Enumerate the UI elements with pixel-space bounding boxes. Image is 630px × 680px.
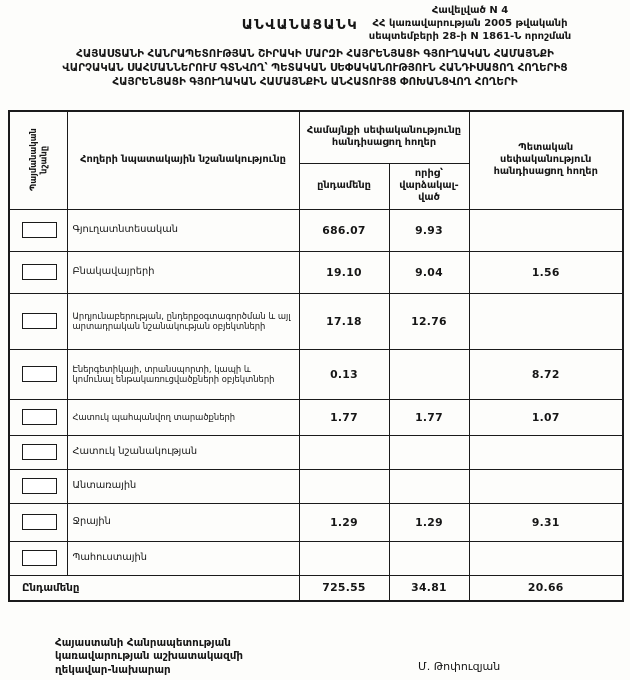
legend-swatch — [22, 409, 57, 425]
decree-line-2: սեպտեմբերի 28-ի N 1861-Ն որոշման — [368, 31, 572, 42]
community-leased-value — [389, 469, 469, 503]
community-total-value: 1.29 — [299, 503, 389, 541]
community-total-value: 19.10 — [299, 251, 389, 293]
land-category-label: Պահուստային — [67, 541, 299, 575]
community-total-value: 0.13 — [299, 349, 389, 399]
state-value: 9.31 — [469, 503, 623, 541]
community-leased-value: 12.76 — [389, 293, 469, 349]
community-leased-value: 1.29 — [389, 503, 469, 541]
page-title: ԱՆՎԱՆԱՑԱՆԿ — [241, 17, 359, 33]
community-leased-value — [389, 541, 469, 575]
state-value: 1.56 — [469, 251, 623, 293]
table-row — [9, 503, 623, 541]
legend-swatch — [22, 222, 57, 238]
org-line-1: Հայաստանի Հանրապետության — [55, 637, 231, 649]
decree-line-1: ՀՀ կառավարության 2005 թվականի — [372, 18, 568, 29]
table-row — [9, 399, 623, 435]
land-category-label: Հատուկ նշանակության — [67, 435, 299, 469]
total-state: 20.66 — [469, 575, 623, 601]
table-row — [9, 209, 623, 251]
legend-swatch — [22, 264, 57, 280]
state-value — [469, 293, 623, 349]
state-value: 1.07 — [469, 399, 623, 435]
sign-header-vertical-text: Պայմանական նշանը — [27, 128, 49, 192]
legend-swatch — [22, 366, 57, 382]
land-category-label: Գյուղատնտեսական — [67, 209, 299, 251]
signatory-name: Մ. Թոփուզյան — [418, 660, 501, 673]
legend-swatch — [22, 514, 57, 530]
community-total-value — [299, 469, 389, 503]
community-total-value — [299, 541, 389, 575]
land-category-label: Էներգետիկայի, տրանսպորտի, կապի և կոմունալ ենթակառուցվածքների օբյեկտների — [67, 349, 299, 399]
table-row — [9, 469, 623, 503]
table-row — [9, 435, 623, 469]
community-leased-value — [389, 435, 469, 469]
state-value — [469, 541, 623, 575]
org-line-3: ղեկավար-նախարար — [55, 663, 171, 676]
state-value: 8.72 — [469, 349, 623, 399]
land-category-label: Բնակավայրերի — [67, 251, 299, 293]
column-group-community: Համայնքի սեփականությունը հանդիսացող հողեր — [299, 111, 469, 163]
table-row — [9, 541, 623, 575]
land-category-label: Ջրային — [67, 503, 299, 541]
land-category-label: Արդյունաբերության, ընդերքօգտագործման և այլ արտադրական նշանակության օբյեկտների — [67, 293, 299, 349]
state-value — [469, 469, 623, 503]
land-category-label: Անտառային — [67, 469, 299, 503]
total-community-total: 725.55 — [299, 575, 389, 601]
community-total-value: 17.18 — [299, 293, 389, 349]
document-subtitle — [6, 48, 624, 90]
table-row — [9, 251, 623, 293]
community-leased-value: 1.77 — [389, 399, 469, 435]
community-total-value: 1.77 — [299, 399, 389, 435]
community-leased-value: 9.93 — [389, 209, 469, 251]
community-total-value: 686.07 — [299, 209, 389, 251]
org-line-2: կառավարության աշխատակազմի — [55, 650, 243, 663]
state-value — [469, 435, 623, 469]
column-header-community-leased: որից՝ վարձակալ-ված — [389, 163, 469, 209]
total-row — [9, 575, 623, 601]
land-category-label: Հատուկ պահպանվող տարածքների — [67, 399, 299, 435]
table-row — [9, 293, 623, 349]
column-header-state: Պետական սեփականություն հանդիսացող հողեր — [469, 111, 623, 209]
legend-swatch — [22, 478, 57, 494]
legend-swatch — [22, 313, 57, 329]
column-header-sign — [9, 111, 67, 209]
legend-swatch — [22, 550, 57, 566]
subtitle-line-3: ՀԱՅՐԵՆՅԱՑԻ ԳՅՈՒՂԱԿԱՆ ՀԱՄԱՅՆՔԻՆ ԱՆՀԱՏՈՒՅՑ ՓՈԽԱՆՑՎՈՂ ՀՈՂԵՐԻ — [112, 75, 518, 88]
legend-swatch — [22, 444, 57, 460]
community-leased-value — [389, 349, 469, 399]
community-total-value — [299, 435, 389, 469]
subtitle-line-2: ՎԱՐՉԱԿԱՆ ՍԱՀՄԱՆՆԵՐՈՒՄ ԳՏՆՎՈՂ՝ ՊԵՏԱԿԱՆ ՍԵՓԱԿԱՆՈՒԹՅՈՒՆ ՀԱՆԴԻՍԱՑՈՂ ՀՈՂԵՐԻՑ — [62, 61, 568, 74]
appendix-number: Հավելված N 4 — [431, 5, 509, 16]
total-community-leased: 34.81 — [389, 575, 469, 601]
community-leased-value: 9.04 — [389, 251, 469, 293]
land-table — [8, 110, 624, 602]
total-label: Ընդամենը — [9, 575, 299, 601]
column-header-community-total: ընդամենը — [299, 163, 389, 209]
subtitle-line-1: ՀԱՅԱՍՏԱՆԻ ՀԱՆՐԱՊԵՏՈՒԹՅԱՆ ՇԻՐԱԿԻ ՄԱՐԶԻ ՀԱՅՐԵՆՅԱՑԻ ԳՅՈՒՂԱԿԱՆ ՀԱՄԱՅՆՔԻ — [76, 48, 554, 60]
signatory-title-block — [55, 637, 243, 677]
table-row — [9, 349, 623, 399]
state-value — [469, 209, 623, 251]
column-header-purpose: Հողերի նպատակային նշանակությունը — [67, 111, 299, 209]
